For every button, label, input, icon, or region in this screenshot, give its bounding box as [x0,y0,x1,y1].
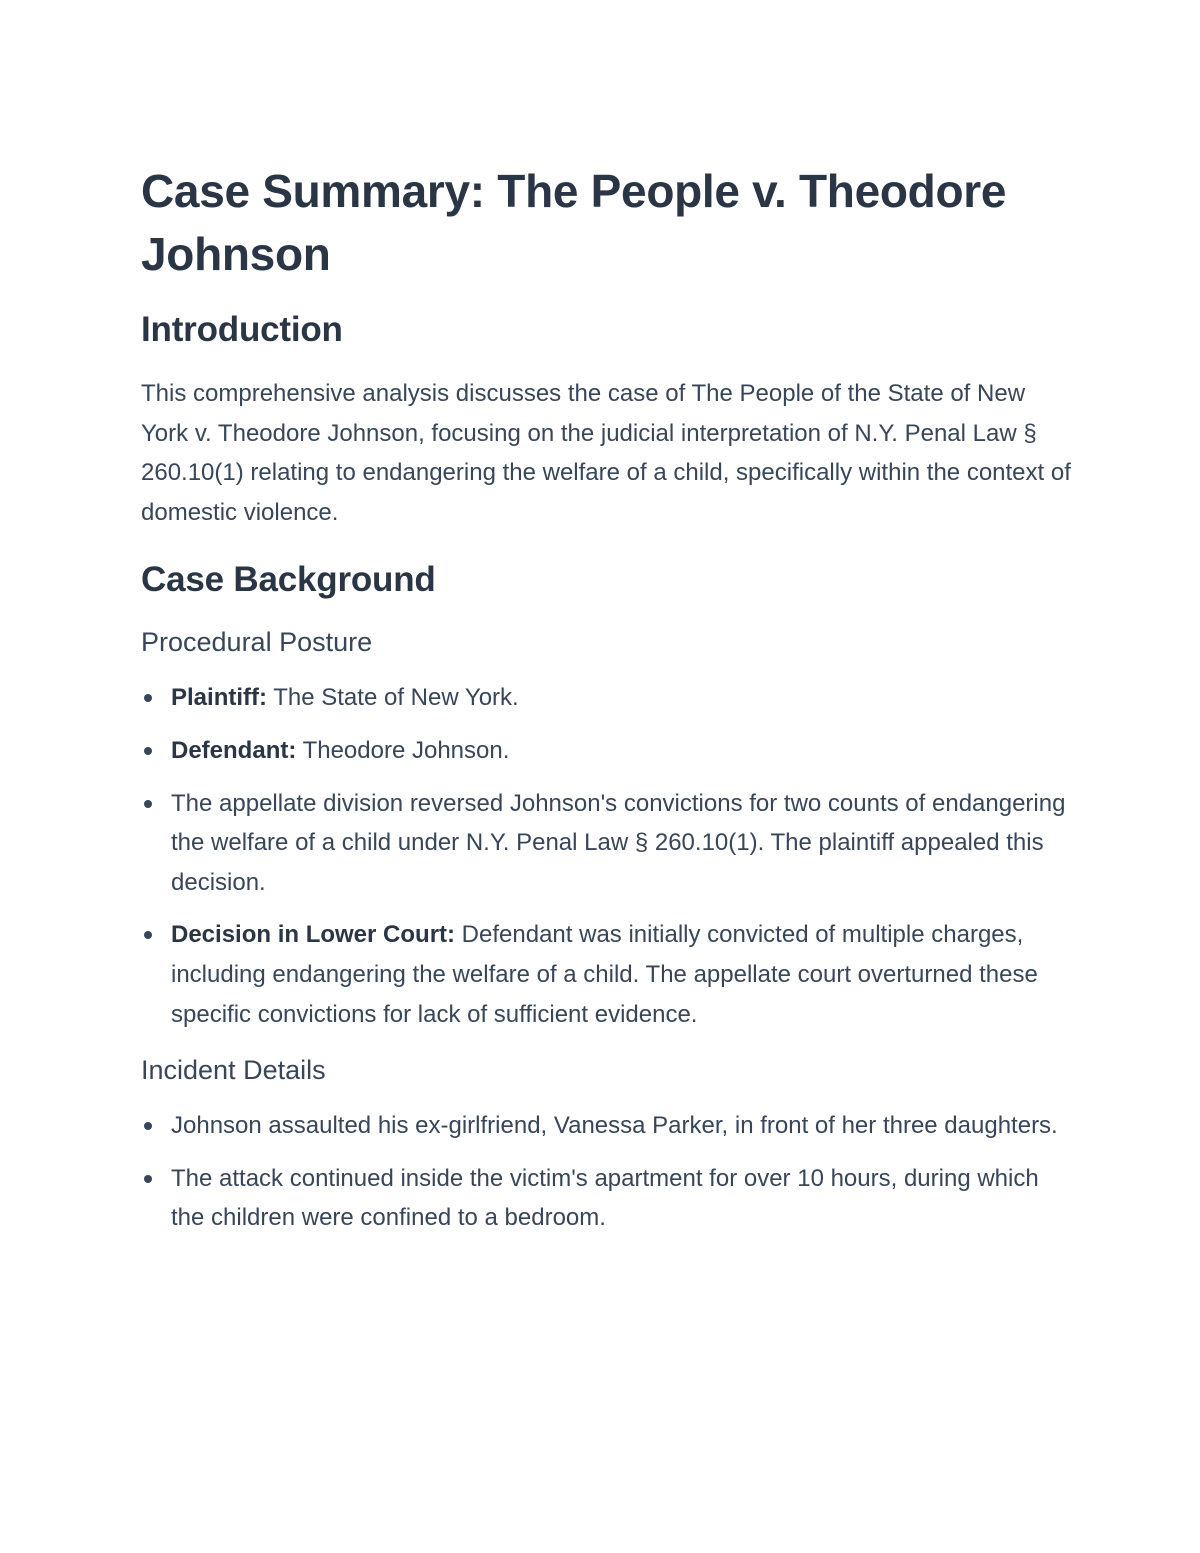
bullet-icon [144,694,152,702]
introduction-heading: Introduction [141,310,343,349]
document-page [141,160,1071,1256]
list-item-text: Theodore Johnson. [296,736,510,764]
case-background-heading: Case Background [141,560,436,600]
list-item-label: Decision in Lower Court: [171,921,456,949]
document-title: Case Summary: The People v. Theodore Johnson [141,165,1007,280]
list-item [141,678,1071,718]
list-item [141,915,1071,1034]
list-item-text: Johnson assaulted his ex-girlfriend, Vanessa Parker, in front of her three daughters. [171,1112,1058,1140]
procedural-posture-list [141,678,1071,1034]
list-item [141,1159,1071,1238]
incident-details-heading: Incident Details [141,1055,326,1086]
list-item [141,784,1071,903]
list-item-label: Defendant: [171,736,297,764]
bullet-icon [144,800,152,808]
bullet-icon [144,1122,152,1130]
list-item-text: The appellate division reversed Johnson's convictions for two counts of endangering the welfare of a child under N.Y. Penal Law § 260.10(1). The plaintiff appealed this decision. [171,789,1066,896]
list-item [141,1106,1071,1146]
introduction-paragraph: This comprehensive analysis discusses the case of The People of the State of New York v. Theodore Johnson, focusing on the judicial interpretation of N.Y. Penal Law § 260.10(1) relating to endangering the welfare of a child, specifically within the context of domestic violence. [141,380,1071,526]
list-item-label: Plaintiff: [171,684,267,712]
list-item [141,731,1071,771]
list-item-text: The State of New York. [267,684,519,712]
list-item-text: The attack continued inside the victim's apartment for over 10 hours, during which the children were confined to a bedroom. [171,1164,1039,1232]
bullet-icon [144,1175,152,1183]
procedural-posture-heading: Procedural Posture [141,627,373,658]
bullet-icon [144,747,152,755]
bullet-icon [144,931,152,939]
list-item-text: Defendant was initially convicted of multiple charges, including endangering the welfare of a child. The appellate court overturned these specific convictions for lack of sufficient evidence. [171,921,1038,1028]
incident-details-list [141,1106,1071,1238]
